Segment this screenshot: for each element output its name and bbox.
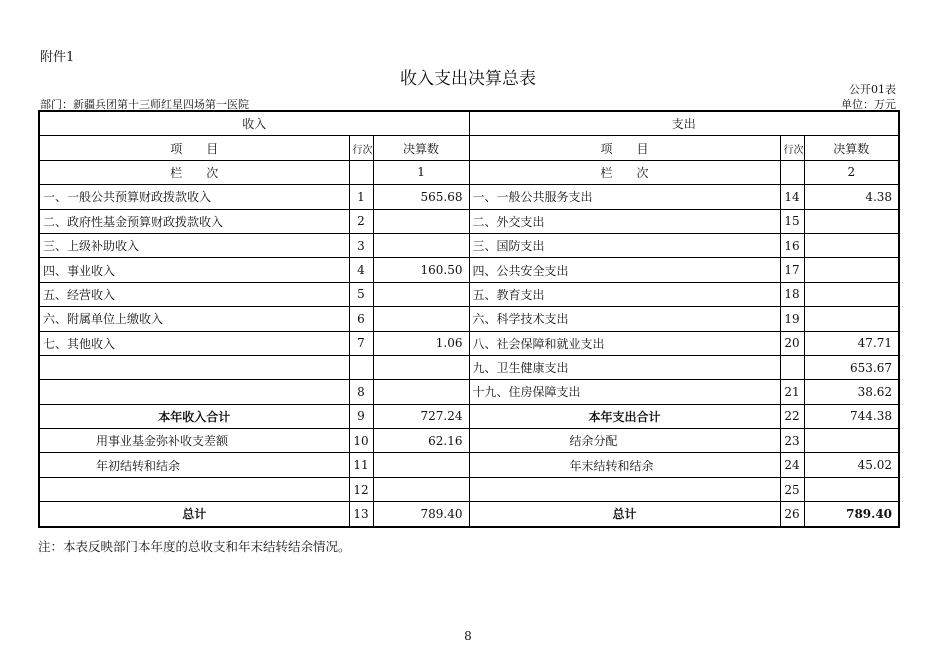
income-amount-header: 决算数: [373, 136, 469, 160]
column-header-row: [39, 136, 899, 160]
expense-row-number: 19: [780, 307, 804, 331]
expense-item-cell: 十九、住房保障支出: [469, 380, 780, 404]
expense-row-number: 15: [780, 209, 804, 233]
expense-row-number: 16: [780, 233, 804, 257]
income-item-cell: [39, 477, 349, 501]
expense-column-number: 2: [804, 160, 899, 184]
table-note: 注：本表反映部门本年度的总收支和年末结转结余情况。: [38, 539, 351, 554]
expense-item-header: 项 目: [469, 136, 780, 160]
expense-row-number: 26: [780, 502, 804, 527]
income-row-number: 13: [349, 502, 373, 527]
expense-item-cell: 本年支出合计: [469, 404, 780, 428]
expense-item-cell: 一、一般公共服务支出: [469, 185, 780, 209]
income-item-cell: 六、附属单位上缴收入: [39, 307, 349, 331]
table-row: [39, 233, 899, 257]
expense-row-number: 20: [780, 331, 804, 355]
table-row: [39, 331, 899, 355]
page-number: 8: [464, 629, 472, 643]
blank-row: [39, 477, 899, 501]
expense-amount-cell: 653.67: [804, 355, 899, 379]
income-amount-cell: [373, 477, 469, 501]
expense-row-number: 14: [780, 185, 804, 209]
table-row: [39, 380, 899, 404]
expense-amount-cell: [804, 477, 899, 501]
income-amount-cell: 565.68: [373, 185, 469, 209]
table-row: [39, 307, 899, 331]
income-row-number: 12: [349, 477, 373, 501]
income-lanci-label: 栏 次: [39, 160, 349, 184]
expense-item-cell: 总计: [469, 502, 780, 527]
expense-row-number: 25: [780, 477, 804, 501]
carry-row: [39, 453, 899, 477]
income-row-number: 9: [349, 404, 373, 428]
income-section-header: 收入: [39, 111, 469, 136]
income-amount-cell: [373, 453, 469, 477]
income-amount-cell: 1.06: [373, 331, 469, 355]
income-item-cell: 总计: [39, 502, 349, 527]
fund-row: [39, 429, 899, 453]
income-row-number: 3: [349, 233, 373, 257]
income-amount-cell: [373, 233, 469, 257]
expense-item-cell: 年末结转和结余: [469, 453, 780, 477]
section-header-row: [39, 111, 899, 136]
expense-amount-cell: [804, 307, 899, 331]
expense-row-number: 22: [780, 404, 804, 428]
expense-item-cell: 五、教育支出: [469, 282, 780, 306]
table-row: [39, 355, 899, 379]
income-row-number: 4: [349, 258, 373, 282]
form-code: 公开01表: [849, 83, 896, 96]
income-column-number: 1: [373, 160, 469, 184]
income-amount-cell: [373, 380, 469, 404]
income-item-cell: 一、一般公共预算财政拨款收入: [39, 185, 349, 209]
expense-item-cell: 结余分配: [469, 429, 780, 453]
income-item-cell: [39, 380, 349, 404]
income-item-cell: 二、政府性基金预算财政拨款收入: [39, 209, 349, 233]
income-amount-cell: 727.24: [373, 404, 469, 428]
income-item-cell: [39, 355, 349, 379]
income-amount-cell: [373, 307, 469, 331]
attachment-label: 附件1: [40, 50, 75, 65]
expense-amount-cell: 47.71: [804, 331, 899, 355]
income-row-number: [349, 355, 373, 379]
expense-amount-cell: 789.40: [804, 502, 899, 527]
expense-amount-cell: [804, 233, 899, 257]
expense-amount-cell: 4.38: [804, 185, 899, 209]
expense-row-number: 23: [780, 429, 804, 453]
unit-label: 单位：万元: [841, 98, 896, 111]
table-row: [39, 185, 899, 209]
income-item-header: 项 目: [39, 136, 349, 160]
table-row: [39, 258, 899, 282]
income-amount-cell: 160.50: [373, 258, 469, 282]
income-row-number: 1: [349, 185, 373, 209]
income-row-number: 5: [349, 282, 373, 306]
department-label: 部门：新疆兵团第十三师红星四场第一医院: [40, 98, 249, 111]
expense-item-cell: 九、卫生健康支出: [469, 355, 780, 379]
income-expense-table: [38, 110, 900, 528]
income-amount-cell: 62.16: [373, 429, 469, 453]
income-row-number: 7: [349, 331, 373, 355]
expense-amount-cell: [804, 209, 899, 233]
income-row-number: 10: [349, 429, 373, 453]
expense-lanci-label: 栏 次: [469, 160, 780, 184]
expense-lanci-blank: [780, 160, 804, 184]
annual-total-row: [39, 404, 899, 428]
income-row-number: 8: [349, 380, 373, 404]
expense-item-cell: 六、科学技术支出: [469, 307, 780, 331]
expense-item-cell: 四、公共安全支出: [469, 258, 780, 282]
expense-row-header: 行次: [780, 136, 804, 160]
income-row-number: 6: [349, 307, 373, 331]
expense-amount-header: 决算数: [804, 136, 899, 160]
expense-amount-cell: [804, 429, 899, 453]
income-amount-cell: [373, 209, 469, 233]
expense-item-cell: 二、外交支出: [469, 209, 780, 233]
income-amount-cell: 789.40: [373, 502, 469, 527]
expense-row-number: 24: [780, 453, 804, 477]
income-item-cell: 本年收入合计: [39, 404, 349, 428]
expense-row-number: 18: [780, 282, 804, 306]
income-amount-cell: [373, 355, 469, 379]
expense-amount-cell: 744.38: [804, 404, 899, 428]
expense-amount-cell: 45.02: [804, 453, 899, 477]
expense-item-cell: [469, 477, 780, 501]
expense-amount-cell: [804, 282, 899, 306]
expense-section-header: 支出: [469, 111, 899, 136]
page-title: 收入支出决算总表: [400, 69, 536, 89]
expense-row-number: 17: [780, 258, 804, 282]
income-row-number: 11: [349, 453, 373, 477]
income-row-header: 行次: [349, 136, 373, 160]
expense-row-number: 21: [780, 380, 804, 404]
income-item-cell: 七、其他收入: [39, 331, 349, 355]
expense-amount-cell: [804, 258, 899, 282]
column-number-row: [39, 160, 899, 184]
table-row: [39, 209, 899, 233]
expense-item-cell: 三、国防支出: [469, 233, 780, 257]
income-amount-cell: [373, 282, 469, 306]
income-lanci-blank: [349, 160, 373, 184]
grand-total-row: [39, 502, 899, 527]
expense-row-number: [780, 355, 804, 379]
income-item-cell: 用事业基金弥补收支差额: [39, 429, 349, 453]
income-item-cell: 五、经营收入: [39, 282, 349, 306]
expense-amount-cell: 38.62: [804, 380, 899, 404]
income-item-cell: 三、上级补助收入: [39, 233, 349, 257]
expense-item-cell: 八、社会保障和就业支出: [469, 331, 780, 355]
table-row: [39, 282, 899, 306]
income-item-cell: 四、事业收入: [39, 258, 349, 282]
income-row-number: 2: [349, 209, 373, 233]
income-item-cell: 年初结转和结余: [39, 453, 349, 477]
